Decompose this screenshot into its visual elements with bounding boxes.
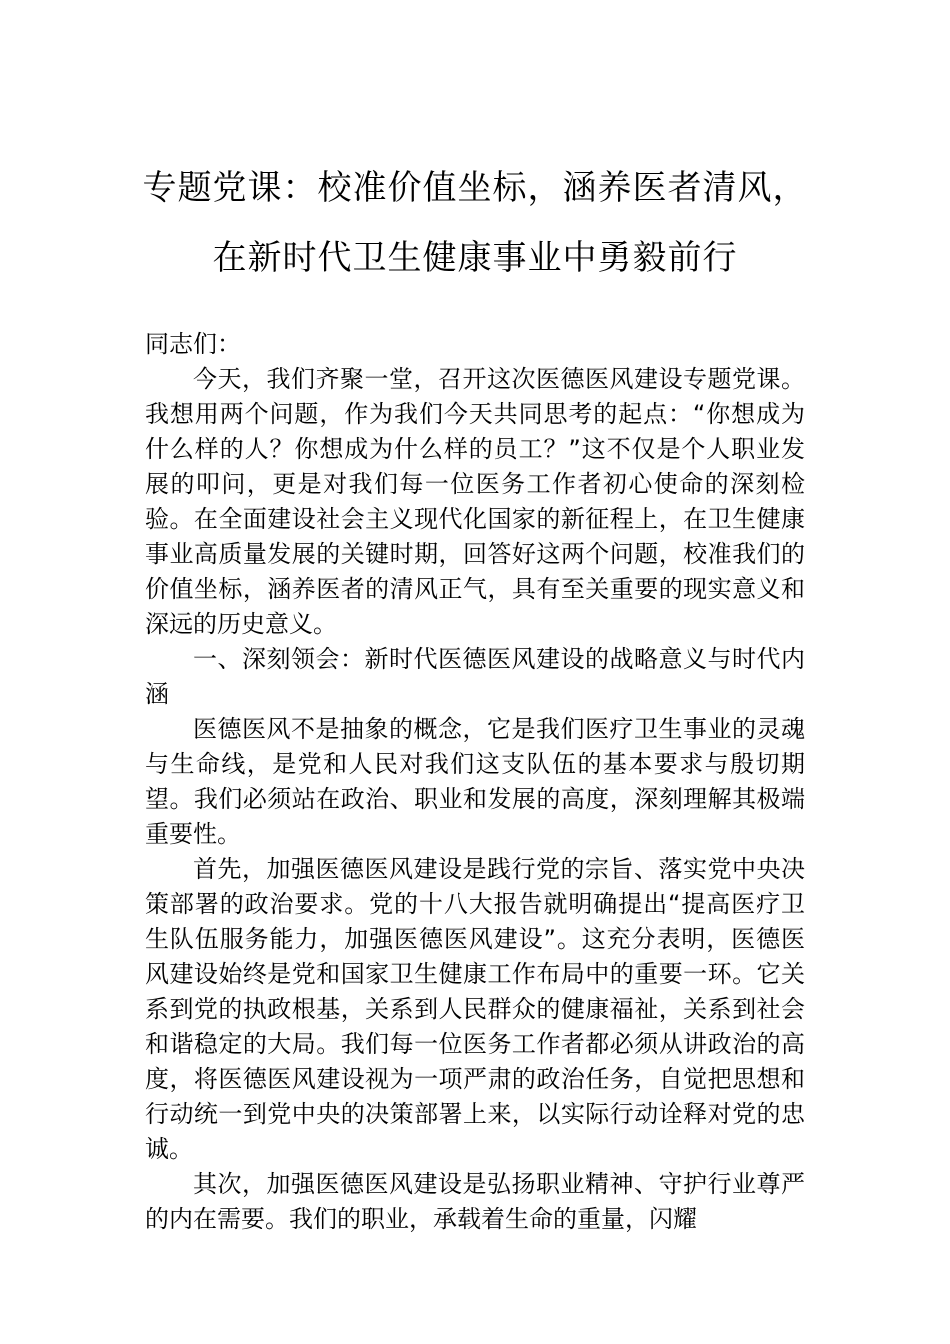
paragraph-intro: 今天，我们齐聚一堂，召开这次医德医风建设专题党课。我想用两个问题，作为我们今天共同思考的起点：“你想成为什么样的人？你想成为什么样的员工？”这不仅是个人职业发展的叩问，更是对我们每一位医务工作者初心使命的深刻检验。在全面建设社会主义现代化国家的新征程上，在卫生健康事业高质量发展的关键时期，回答好这两个问题，校准我们的价值坐标，涵养医者的清风正气，具有至关重要的现实意义和深远的历史意义。 xyxy=(145,365,805,638)
section-heading-1: 一、深刻领会：新时代医德医风建设的战略意义与时代内涵 xyxy=(145,645,805,708)
greeting: 同志们： xyxy=(145,330,241,358)
paragraph-first-point: 首先，加强医德医风建设是践行党的宗旨、落实党中央决策部署的政治要求。党的十八大报告就明确提出“提高医疗卫生队伍服务能力，加强医德医风建设”。这充分表明，医德医风建设始终是党和国家卫生健康工作布局中的重要一环。它关系到党的执政根基，关系到人民群众的健康福祉，关系到社会和谐稳定的大局。我们每一位医务工作者都必须从讲政治的高度，将医德医风建设视为一项严肃的政治任务，自觉把思想和行动统一到党中央的决策部署上来，以实际行动诠释对党的忠诚。 xyxy=(145,855,805,1163)
document-body xyxy=(145,327,805,1237)
document-title-line-2: 在新时代卫生健康事业中勇毅前行 xyxy=(212,238,738,278)
paragraph-second-point: 其次，加强医德医风建设是弘扬职业精神、守护行业尊严的内在需要。我们的职业，承载着生命的重量，闪耀 xyxy=(145,1170,805,1233)
document-title-line-1: 专题党课：校准价值坐标，涵养医者清风， xyxy=(142,168,808,208)
paragraph-section-1-intro: 医德医风不是抽象的概念，它是我们医疗卫生事业的灵魂与生命线，是党和人民对我们这支队伍的基本要求与殷切期望。我们必须站在政治、职业和发展的高度，深刻理解其极端重要性。 xyxy=(145,715,805,848)
